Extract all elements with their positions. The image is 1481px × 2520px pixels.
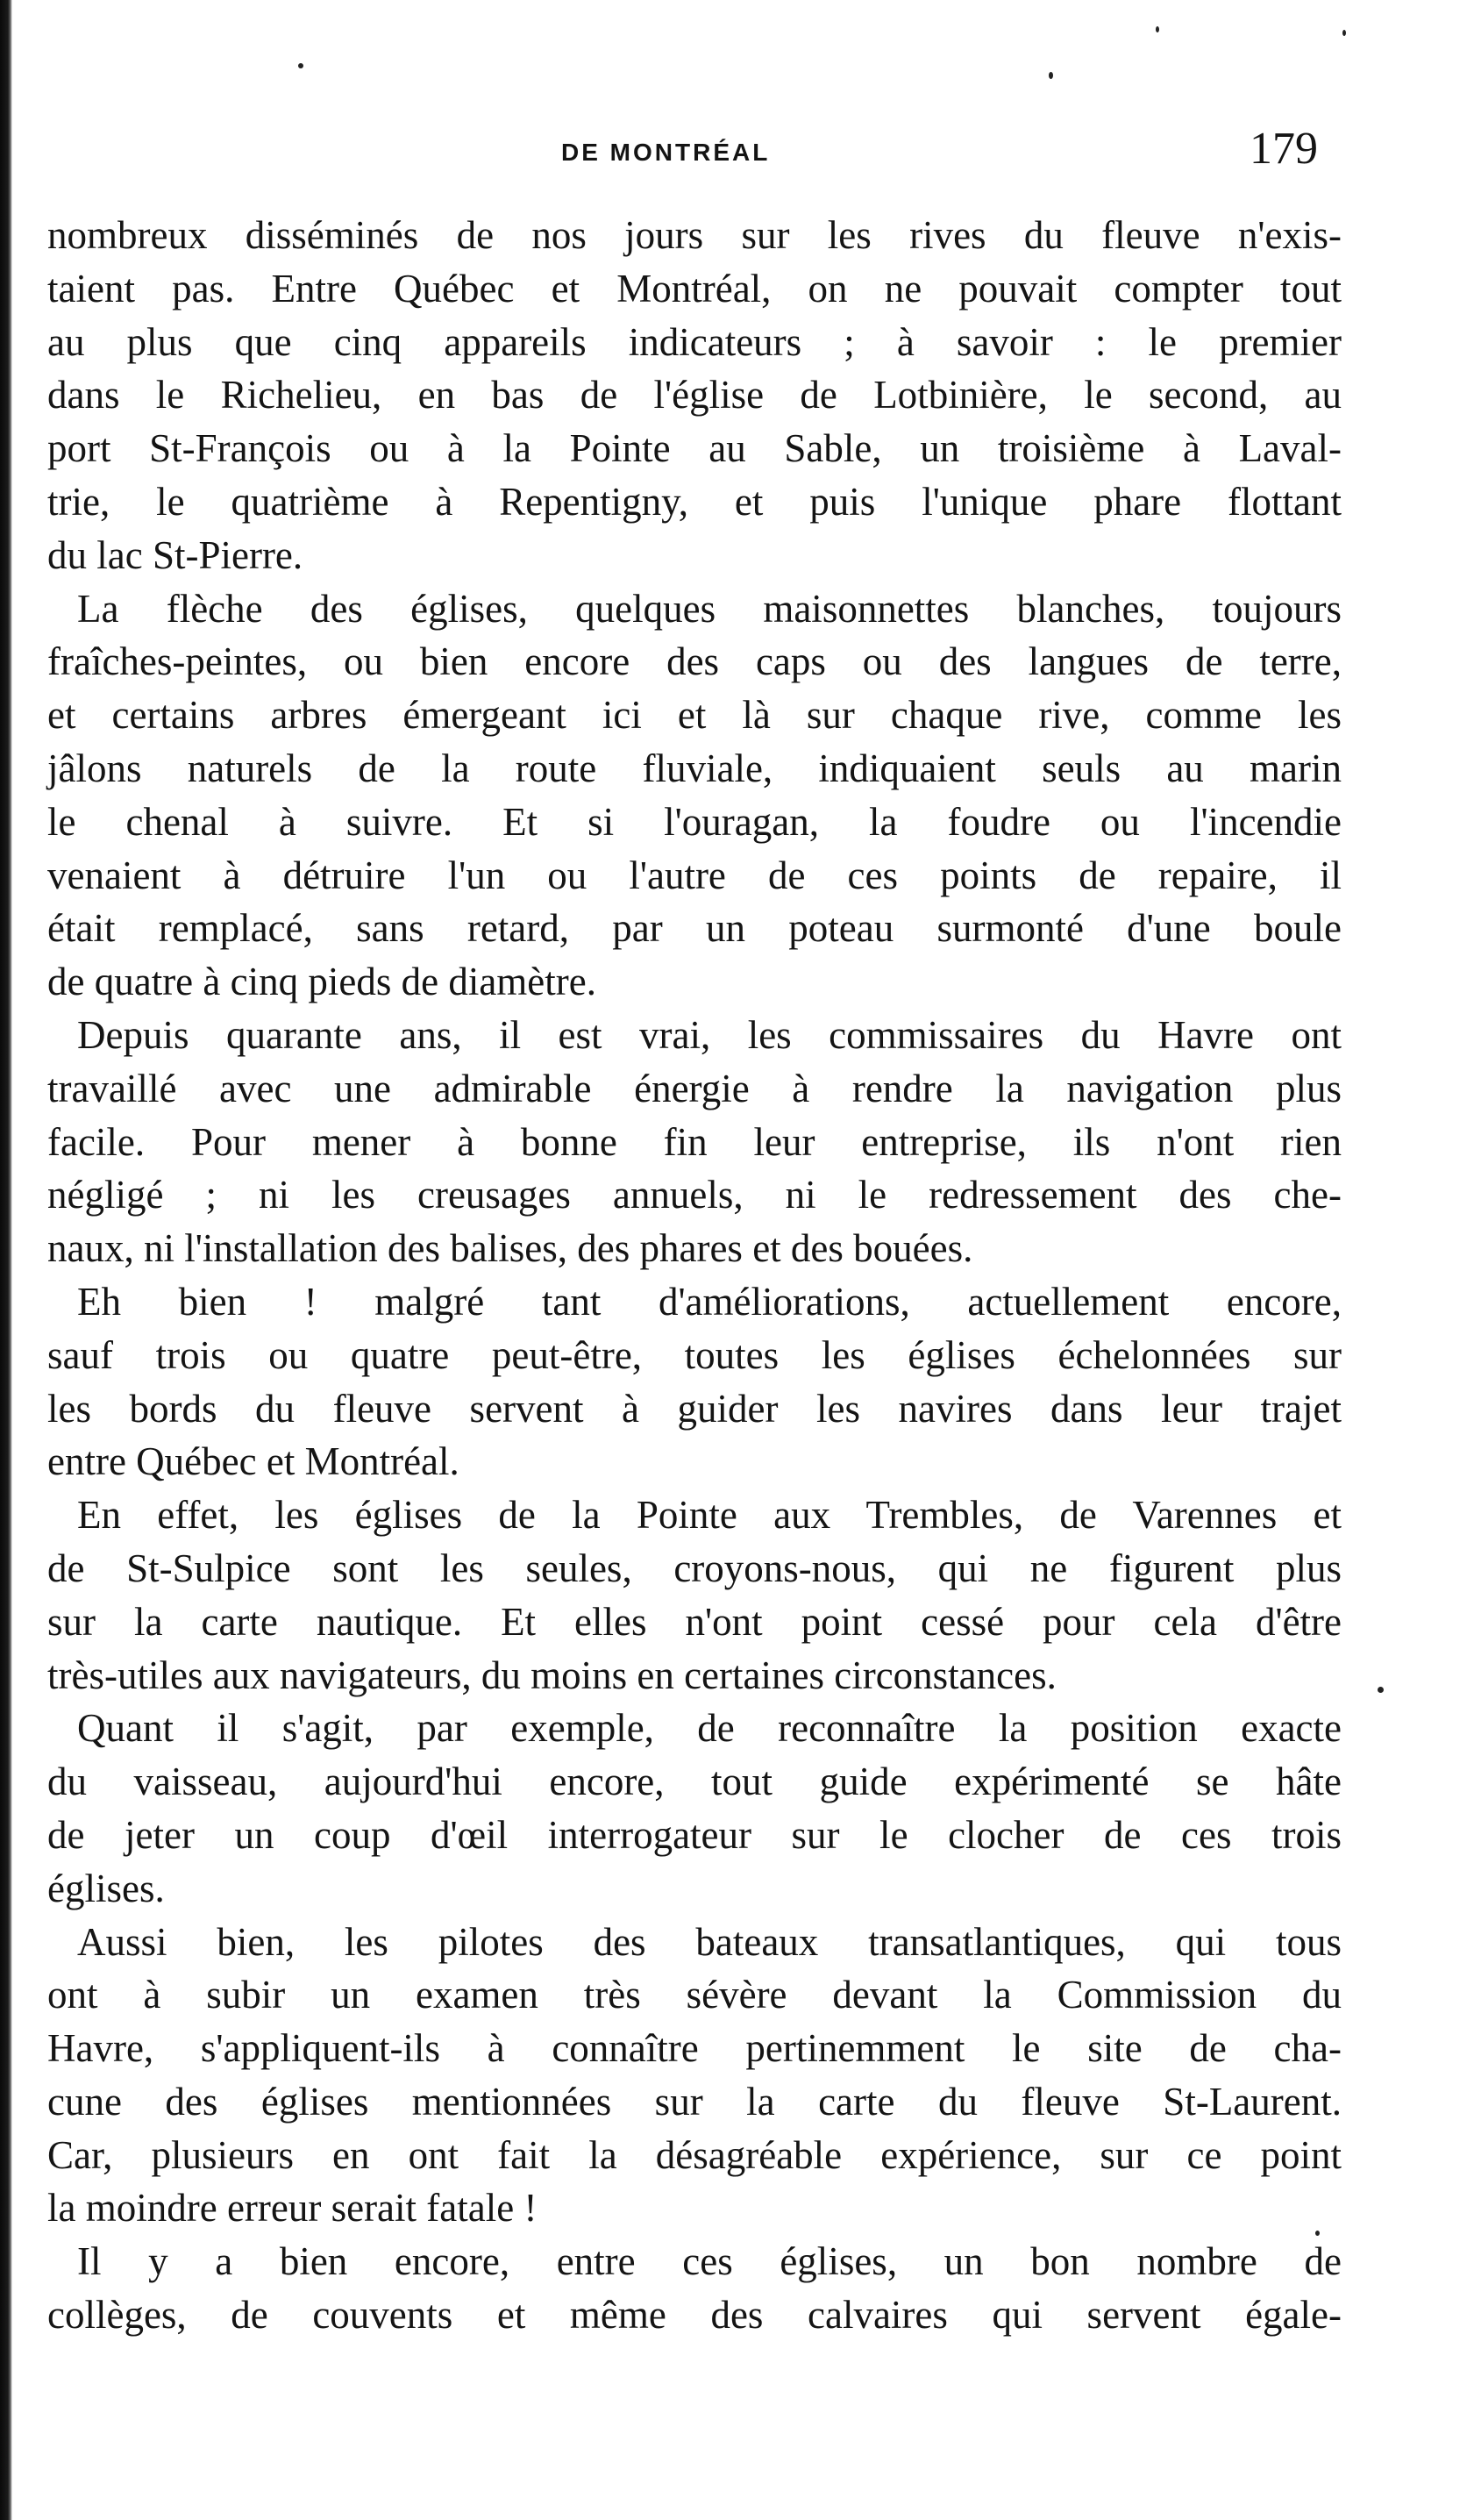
text-line: églises. xyxy=(47,1866,165,1910)
text-line: Car, plusieurs en ont fait la désagréable expérience, sur ce point xyxy=(47,2132,1342,2177)
text-line: trie, le quatrième à Repentigny, et puis l'unique phare flottant xyxy=(47,479,1342,524)
text-line: au plus que cinq appareils indicateurs ; à savoir : le premier xyxy=(47,319,1342,364)
paragraph xyxy=(47,1916,1342,2236)
paragraph xyxy=(47,1009,1342,1275)
scan-speck xyxy=(1342,30,1346,36)
paragraph xyxy=(47,582,1342,1009)
text-line: En effet, les églises de la Pointe aux Trembles, de Varennes et xyxy=(77,1493,1342,1538)
paragraph xyxy=(47,209,1342,582)
running-title: DE MONTRÉAL xyxy=(561,139,771,166)
text-line: entre Québec et Montréal. xyxy=(47,1439,459,1484)
text-line: le chenal à suivre. Et si l'ouragan, la foudre ou l'incendie xyxy=(47,799,1342,844)
scan-speck xyxy=(1378,1687,1384,1693)
text-line: très-utiles aux navigateurs, du moins en certaines circonstances. xyxy=(47,1653,1057,1697)
page-header xyxy=(0,123,1481,184)
text-line: Depuis quarante ans, il est vrai, les commissaires du Havre ont xyxy=(77,1012,1342,1057)
text-line: et certains arbres émergeant ici et là sur chaque rive, comme les xyxy=(47,693,1342,738)
text-line: facile. Pour mener à bonne fin leur entreprise, ils n'ont rien xyxy=(47,1119,1342,1164)
text-line: taient pas. Entre Québec et Montréal, on ne pouvait compter tout xyxy=(47,266,1342,311)
text-line: Havre, s'appliquent-ils à connaître pertinemment le site de cha- xyxy=(47,2026,1342,2071)
paragraph xyxy=(47,2235,1342,2342)
text-line: était remplacé, sans retard, par un poteau surmonté d'une boule xyxy=(47,906,1342,951)
text-line: la moindre erreur serait fatale ! xyxy=(47,2186,538,2231)
text-line: travaillé avec une admirable énergie à rendre la navigation plus xyxy=(47,1066,1342,1110)
text-line: cune des églises mentionnées sur la carte du fleuve St-Laurent. xyxy=(47,2079,1342,2124)
text-line: dans le Richelieu, en bas de l'église de Lotbinière, le second, au xyxy=(47,373,1342,418)
text-line: nombreux disséminés de nos jours sur les rives du fleuve n'exis- xyxy=(47,213,1342,257)
text-line: Aussi bien, les pilotes des bateaux transatlantiques, qui tous xyxy=(77,1919,1342,1964)
text-line: sauf trois ou quatre peut-être, toutes les églises échelonnées sur xyxy=(47,1332,1342,1377)
paragraph xyxy=(47,1702,1342,1915)
paragraph xyxy=(47,1275,1342,1488)
text-line: naux, ni l'installation des balises, des phares et des bouées. xyxy=(47,1226,973,1271)
text-line: Il y a bien encore, entre ces églises, un bon nombre de xyxy=(77,2239,1342,2284)
text-line: les bords du fleuve servent à guider les navires dans leur trajet xyxy=(47,1386,1342,1431)
text-line: collèges, de couvents et même des calvaires qui servent égale- xyxy=(47,2293,1342,2338)
scan-speck xyxy=(1156,26,1159,32)
body-text xyxy=(47,209,1342,2342)
text-line: de quatre à cinq pieds de diamètre. xyxy=(47,960,596,1004)
text-line: Eh bien ! malgré tant d'améliorations, actuellement encore, xyxy=(77,1279,1342,1324)
scanned-page-edge xyxy=(0,0,12,2520)
text-line: jâlons naturels de la route fluviale, indiquaient seuls au marin xyxy=(47,746,1342,790)
scan-speck xyxy=(1049,72,1053,79)
scan-speck xyxy=(298,63,303,68)
text-line: du vaisseau, aujourd'hui encore, tout guide expérimenté se hâte xyxy=(47,1760,1342,1804)
text-line: venaient à détruire l'un ou l'autre de ces points de repaire, il xyxy=(47,853,1342,897)
text-line: négligé ; ni les creusages annuels, ni le redressement des che- xyxy=(47,1173,1342,1217)
paragraph xyxy=(47,1488,1342,1702)
text-line: Quant il s'agit, par exemple, de reconnaître la position exacte xyxy=(77,1706,1342,1751)
text-line: de St-Sulpice sont les seules, croyons-nous, qui ne figurent plus xyxy=(47,1546,1342,1590)
text-line: du lac St-Pierre. xyxy=(47,532,303,577)
text-line: port St-François ou à la Pointe au Sable, un troisième à Laval- xyxy=(47,426,1342,471)
text-line: La flèche des églises, quelques maisonnettes blanches, toujours xyxy=(77,586,1342,631)
text-line: ont à subir un examen très sévère devant la Commission du xyxy=(47,1973,1342,2017)
text-line: fraîches-peintes, ou bien encore des caps ou des langues de terre, xyxy=(47,639,1342,684)
page-number: 179 xyxy=(1250,124,1318,174)
text-line: de jeter un coup d'œil interrogateur sur le clocher de ces trois xyxy=(47,1812,1342,1857)
text-line: sur la carte nautique. Et elles n'ont point cessé pour cela d'être xyxy=(47,1599,1342,1644)
